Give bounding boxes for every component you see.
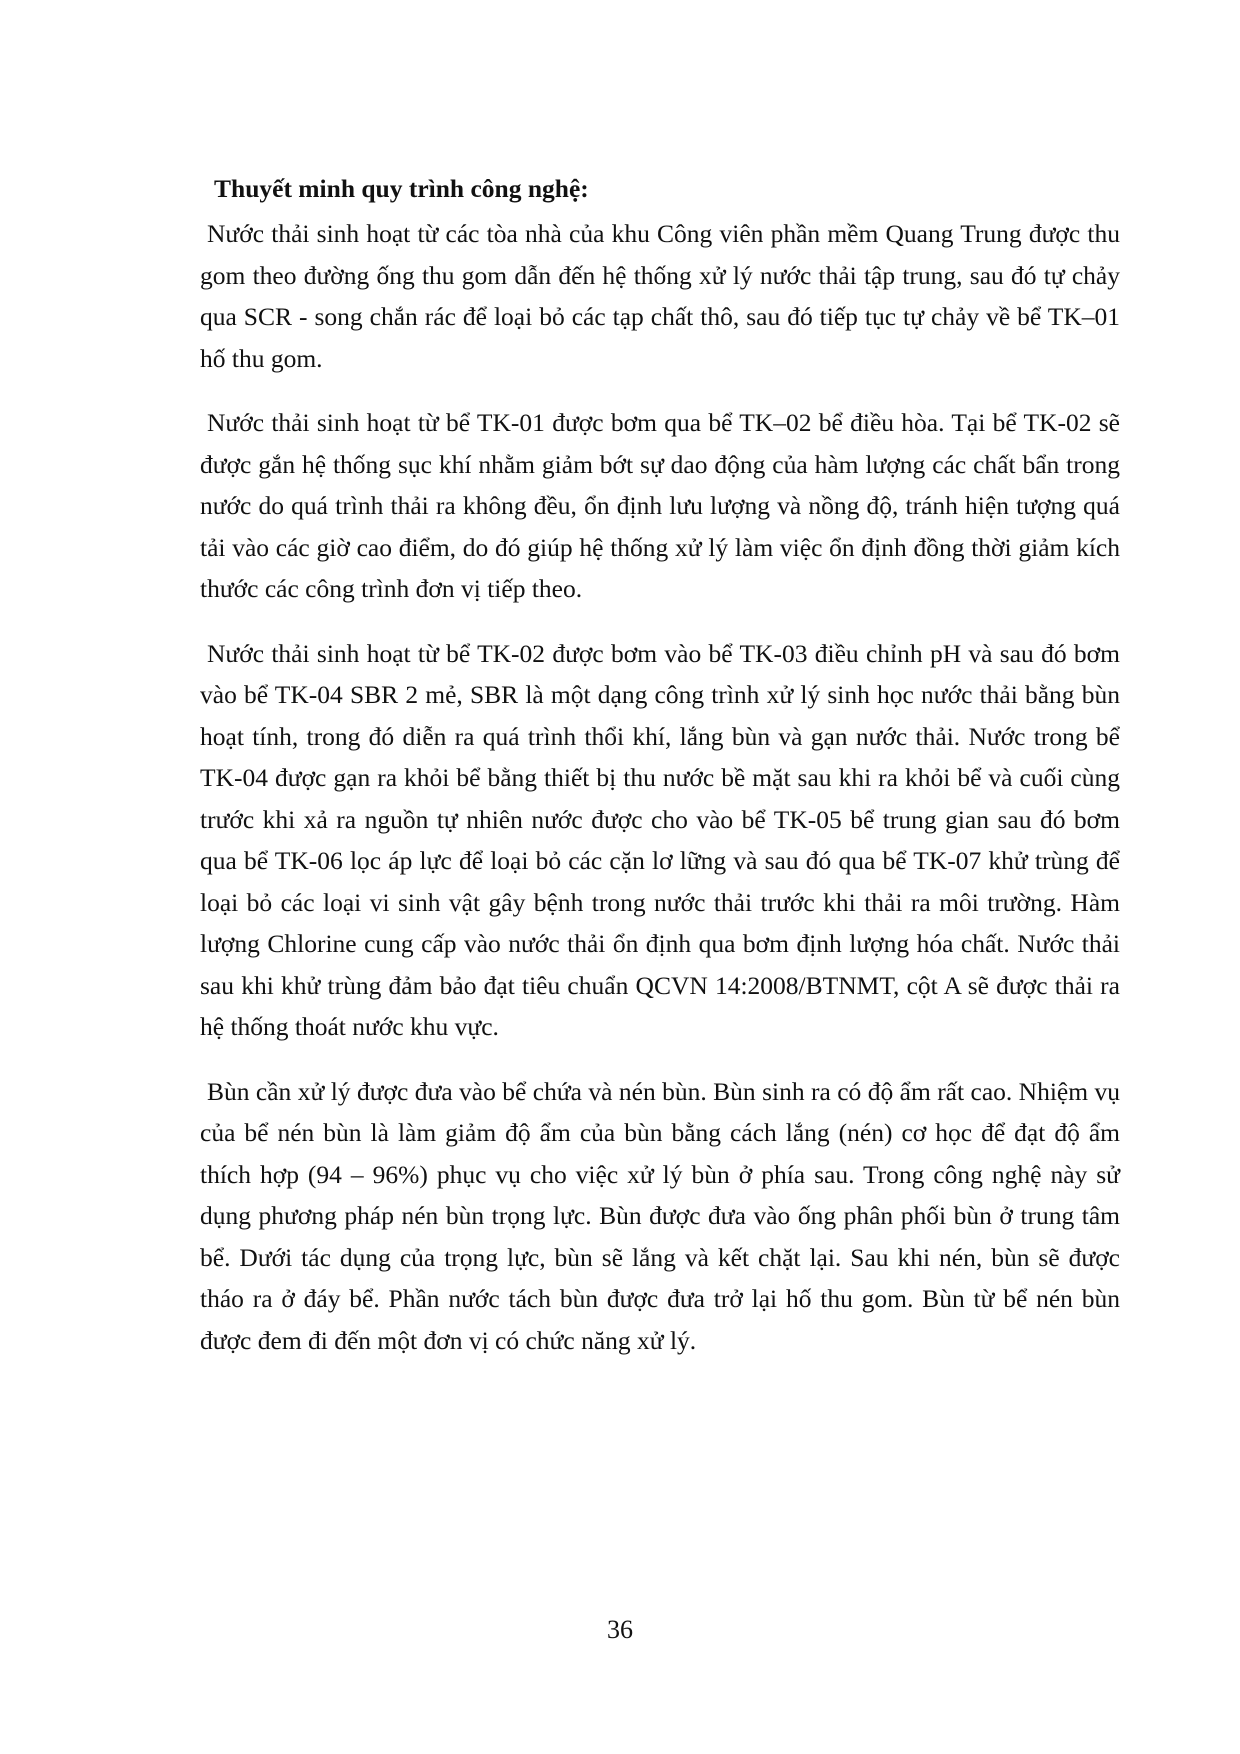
document-body	[200, 168, 1120, 1384]
paragraph-sludge: Bùn cần xử lý được đưa vào bể chứa và nén bùn. Bùn sinh ra có độ ẩm rất cao. Nhiệm vụ của bể nén bùn là làm giảm độ ẩm của bùn bằng cách lắng (nén) cơ học để đạt độ ẩm thích hợp (94 – 96%) phục vụ cho việc xử lý bùn ở phía sau. Trong công nghệ này sử dụng phương pháp nén bùn trọng lực. Bùn được đưa vào ống phân phối bùn ở trung tâm bể. Dưới tác dụng của trọng lực, bùn sẽ lắng và kết chặt lại. Sau khi nén, bùn sẽ được tháo ra ở đáy bể. Phần nước tách bùn được đưa trở lại hố thu gom. Bùn từ bể nén bùn được đem đi đến một đơn vị có chức năng xử lý.	[200, 1076, 1120, 1355]
paragraph-collection: Nước thải sinh hoạt từ các tòa nhà của khu Công viên phần mềm Quang Trung được thu gom theo đường ống thu gom dẫn đến hệ thống xử lý nước thải tập trung, sau đó tự chảy qua SCR - song chắn rác để loại bỏ các tạp chất thô, sau đó tiếp tục tự chảy về bể TK–01 hố thu gom.	[200, 219, 1120, 373]
page-number: 36	[607, 1615, 633, 1644]
paragraph-equalization: Nước thải sinh hoạt từ bể TK-01 được bơm qua bể TK–02 bể điều hòa. Tại bể TK-02 sẽ được gắn hệ thống sục khí nhằm giảm bớt sự dao động của hàm lượng các chất bẩn trong nước do quá trình thải ra không đều, ổn định lưu lượng và nồng độ, tránh hiện tượng quá tải vào các giờ cao điểm, do đó giúp hệ thống xử lý làm việc ổn định đồng thời giảm kích thước các công trình đơn vị tiếp theo.	[200, 408, 1120, 603]
section-heading: Thuyết minh quy trình công nghệ:	[214, 174, 589, 203]
paragraph-sbr-treatment: Nước thải sinh hoạt từ bể TK-02 được bơm vào bể TK-03 điều chỉnh pH và sau đó bơm vào bể TK-04 SBR 2 mẻ, SBR là một dạng công trình xử lý sinh học nước thải bằng bùn hoạt tính, trong đó diễn ra quá trình thổi khí, lắng bùn và gạn nước thải. Nước trong bể TK-04 được gạn ra khỏi bể bằng thiết bị thu nước bề mặt sau khi ra khỏi bể và cuối cùng trước khi xả ra nguồn tự nhiên nước được cho vào bể TK-05 bể trung gian sau đó bơm qua bể TK-06 lọc áp lực để loại bỏ các cặn lơ lững và sau đó qua bể TK-07 khử trùng để loại bỏ các loại vi sinh vật gây bệnh trong nước thải trước khi thải ra môi trường. Hàm lượng Chlorine cung cấp vào nước thải ổn định qua bơm định lượng hóa chất. Nước thải sau khi khử trùng đảm bảo đạt tiêu chuẩn QCVN 14:2008/BTNMT, cột A sẽ được thải ra hệ thống thoát nước khu vực.	[200, 638, 1120, 1041]
